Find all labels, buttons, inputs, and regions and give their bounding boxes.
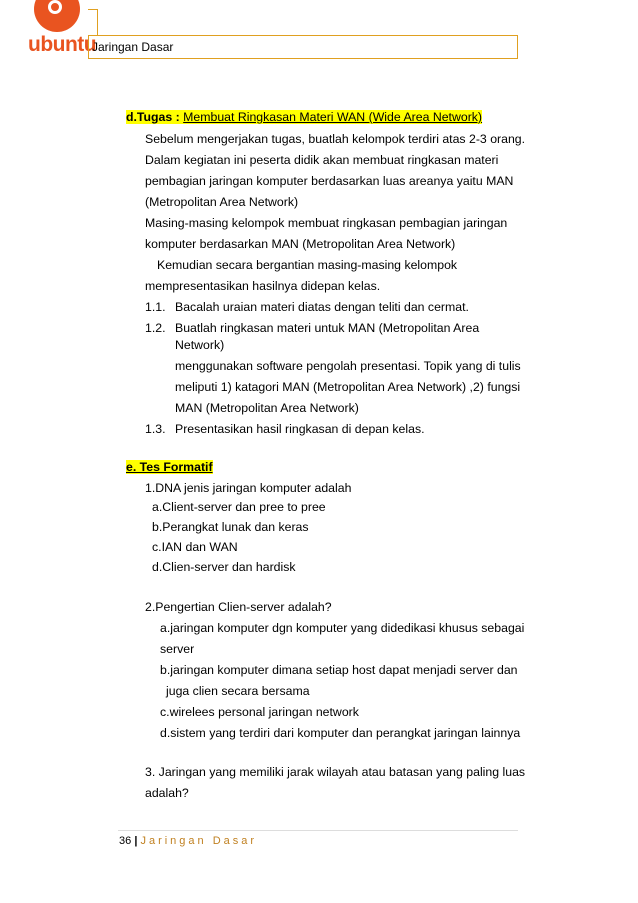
step-text: MAN (Metropolitan Area Network) [175, 401, 359, 415]
question-2-option: d.sistem yang terdiri dari komputer dan perangkat jaringan lainnya [160, 726, 521, 740]
tugas-line: (Metropolitan Area Network) [145, 195, 299, 209]
question-1-option: c.IAN dan WAN [152, 540, 238, 554]
page-number: 36 [119, 835, 132, 847]
step-number: 1.3. [145, 422, 166, 436]
tugas-line: Sebelum mengerjakan tugas, buatlah kelompok terdiri atas 2-3 orang. [145, 132, 526, 146]
tugas-line: Kemudian secara bergantian masing-masing kelompok [157, 258, 458, 272]
step-text: meliputi 1) katagori MAN (Metropolitan Area Network) ,2) fungsi [175, 380, 521, 394]
tugas-step [145, 321, 479, 336]
step-text: Bacalah uraian materi diatas dengan teliti dan cermat. [175, 300, 469, 314]
step-text: Buatlah ringkasan materi untuk MAN (Metropolitan Area [175, 321, 480, 335]
question-1-option: d.Clien-server dan hardisk [152, 560, 296, 574]
question-2-option: c.wirelees personal jaringan network [160, 705, 359, 719]
question-3: adalah? [145, 786, 189, 800]
question-1: 1.DNA jenis jaringan komputer adalah [145, 481, 352, 495]
tugas-line: Masing-masing kelompok membuat ringkasan pembagian jaringan [145, 216, 508, 230]
step-number: 1.2. [145, 321, 166, 335]
question-2-option: b.jaringan komputer dimana setiap host dapat menjadi server dan [160, 663, 518, 677]
header-decoration [88, 9, 98, 36]
step-text: Network) [175, 338, 225, 352]
tugas-line: mempresentasikan hasilnya didepan kelas. [145, 279, 381, 293]
tugas-line: Dalam kegiatan ini peserta didik akan membuat ringkasan materi [145, 153, 499, 167]
header-title: Jaringan Dasar [92, 40, 174, 54]
ubuntu-logo-text: ubuntu [28, 33, 97, 56]
question-1-option: b.Perangkat lunak dan keras [152, 520, 309, 534]
tes-heading-text: e. Tes Formatif [126, 460, 213, 474]
question-2-option: a.jaringan komputer dgn komputer yang didedikasi khusus sebagai [160, 621, 525, 635]
question-2-option: server [160, 642, 195, 656]
footer-divider [118, 830, 518, 831]
page-footer [119, 834, 257, 848]
footer-separator: | [134, 835, 138, 847]
ubuntu-logo-icon [34, 0, 80, 32]
tugas-heading-text: Membuat Ringkasan Materi WAN (Wide Area Network) [183, 110, 483, 124]
tes-heading [126, 460, 213, 475]
question-3: 3. Jaringan yang memiliki jarak wilayah atau batasan yang paling luas [145, 765, 526, 779]
footer-title: Jaringan Dasar [140, 835, 258, 847]
step-text: Presentasikan hasil ringkasan di depan kelas. [175, 422, 425, 436]
question-2: 2.Pengertian Clien-server adalah? [145, 600, 332, 614]
tugas-heading [126, 110, 482, 125]
tugas-step [145, 300, 469, 315]
tugas-step [145, 422, 425, 437]
tugas-line: pembagian jaringan komputer berdasarkan luas areanya yaitu MAN [145, 174, 514, 188]
tugas-line: komputer berdasarkan MAN (Metropolitan Area Network) [145, 237, 456, 251]
step-number: 1.1. [145, 300, 166, 314]
question-1-option: a.Client-server dan pree to pree [152, 500, 326, 514]
tugas-heading-label: d.Tugas : [126, 110, 180, 124]
step-text: menggunakan software pengolah presentasi. Topik yang di tulis [175, 359, 521, 373]
question-2-option: juga clien secara bersama [166, 684, 310, 698]
